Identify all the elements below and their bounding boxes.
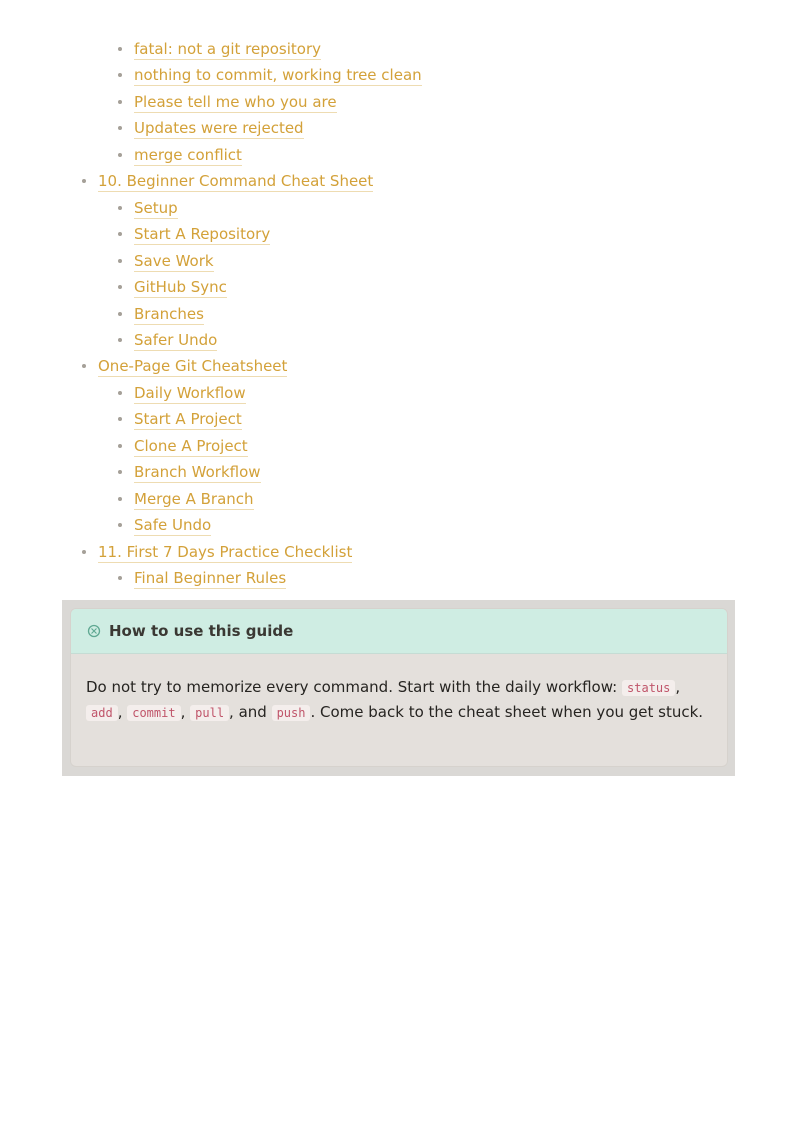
toc-item	[118, 38, 321, 60]
bullet-icon	[118, 47, 122, 51]
code-commit: commit	[127, 705, 180, 721]
toc-link[interactable]: Start A Project	[134, 409, 242, 428]
bullet-icon	[118, 259, 122, 263]
code-status: status	[622, 680, 675, 696]
bullet-icon	[118, 523, 122, 527]
toc-link[interactable]: Final Beginner Rules	[134, 568, 287, 587]
toc-link[interactable]: nothing to commit, working tree clean	[134, 65, 422, 84]
toc-item	[118, 197, 178, 219]
callout-text-intro: Do not try to memorize every command. Start with the daily workflow:	[86, 678, 623, 696]
bullet-icon	[118, 73, 122, 77]
toc-link[interactable]: Branch Workflow	[134, 462, 261, 481]
toc-link[interactable]: Start A Repository	[134, 224, 271, 243]
toc-link[interactable]: Branches	[134, 304, 204, 323]
toc-item	[118, 461, 261, 483]
toc-link[interactable]: Save Work	[134, 251, 214, 270]
toc-link[interactable]: fatal: not a git repository	[134, 39, 322, 58]
toc-item	[118, 64, 422, 86]
toc-link[interactable]: One-Page Git Cheatsheet	[98, 356, 288, 375]
toc-item	[118, 329, 217, 351]
code-add: add	[86, 705, 118, 721]
toc-item	[82, 541, 352, 563]
callout-text-outro: . Come back to the cheat sheet when you get stuck.	[310, 703, 704, 721]
toc-link[interactable]: 11. First 7 Days Practice Checklist	[98, 542, 353, 561]
bullet-icon	[118, 497, 122, 501]
bullet-icon	[118, 206, 122, 210]
callout-body	[86, 675, 706, 725]
bullet-icon	[118, 444, 122, 448]
toc-link[interactable]: 10. Beginner Command Cheat Sheet	[98, 171, 374, 190]
toc-item	[118, 250, 214, 272]
callout-separator: , and	[229, 703, 272, 721]
toc-link[interactable]: Safe Undo	[134, 515, 212, 534]
toc-item	[118, 435, 248, 457]
bullet-icon	[118, 126, 122, 130]
toc-item	[118, 488, 254, 510]
toc-item	[118, 382, 246, 404]
bullet-icon	[118, 312, 122, 316]
toc-link[interactable]: merge conflict	[134, 145, 242, 164]
bullet-icon	[118, 100, 122, 104]
toc-item	[118, 408, 242, 430]
bullet-icon	[118, 417, 122, 421]
toc-link[interactable]: Updates were rejected	[134, 118, 304, 137]
bullet-icon	[118, 232, 122, 236]
bullet-icon	[82, 364, 86, 368]
toc-item	[82, 170, 373, 192]
toc-item	[118, 91, 337, 113]
bullet-icon	[82, 550, 86, 554]
toc-item	[118, 276, 227, 298]
toc-item	[118, 303, 204, 325]
toc-link[interactable]: Clone A Project	[134, 436, 248, 455]
toc-link[interactable]: Setup	[134, 198, 178, 217]
callout-separator: ,	[675, 678, 681, 696]
toc-item	[118, 567, 286, 589]
bullet-icon	[118, 285, 122, 289]
code-push: push	[272, 705, 311, 721]
callout-separator: ,	[117, 703, 128, 721]
bullet-icon	[118, 470, 122, 474]
toc-item	[118, 117, 304, 139]
toc-item	[118, 144, 242, 166]
code-pull: pull	[190, 705, 229, 721]
toc-link[interactable]: Safer Undo	[134, 330, 218, 349]
callout-box	[62, 600, 735, 776]
bullet-icon	[118, 338, 122, 342]
toc-link[interactable]: Daily Workflow	[134, 383, 246, 402]
compass-icon	[87, 624, 101, 638]
toc-link[interactable]: Please tell me who you are	[134, 92, 337, 111]
callout-panel	[70, 608, 728, 767]
toc-item	[118, 514, 211, 536]
bullet-icon	[82, 179, 86, 183]
toc-item	[82, 355, 287, 377]
bullet-icon	[118, 153, 122, 157]
callout-separator: ,	[180, 703, 191, 721]
bullet-icon	[118, 576, 122, 580]
toc-link[interactable]: Merge A Branch	[134, 489, 254, 508]
toc-link[interactable]: GitHub Sync	[134, 277, 227, 296]
callout-header	[71, 609, 727, 654]
callout-title: How to use this guide	[109, 622, 294, 640]
bullet-icon	[118, 391, 122, 395]
toc-item	[118, 223, 270, 245]
